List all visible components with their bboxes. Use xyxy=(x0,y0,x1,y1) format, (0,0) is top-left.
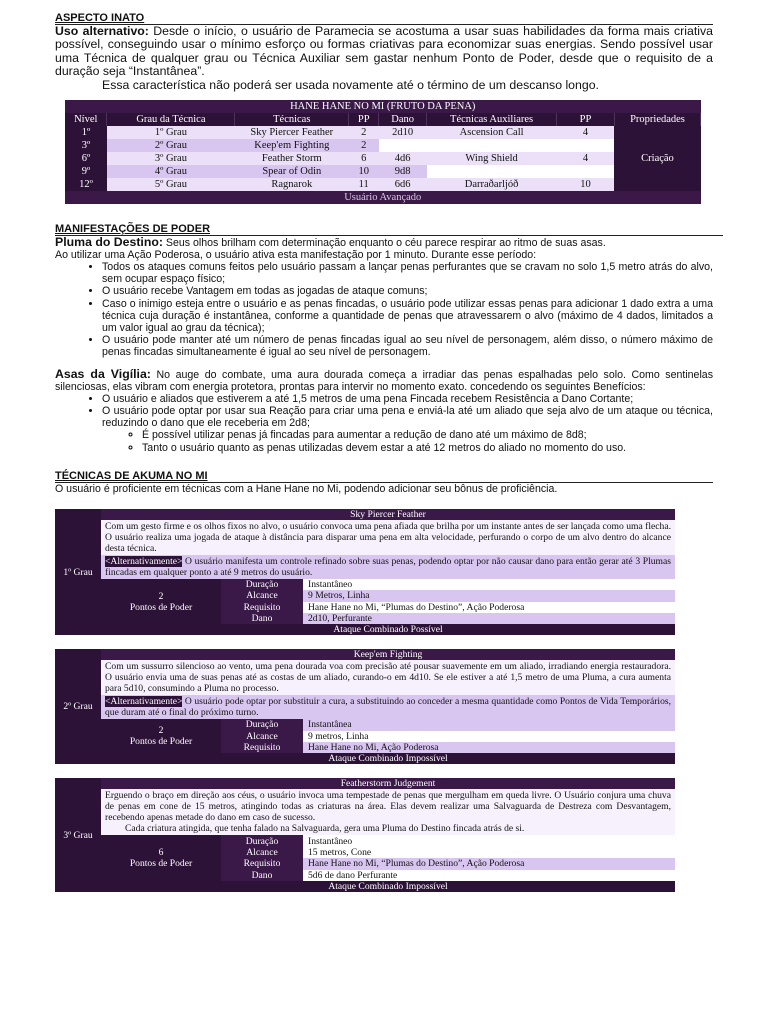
technique-card xyxy=(55,509,675,636)
stat-label: Requisito xyxy=(221,742,303,753)
card-alternative xyxy=(101,695,675,719)
alt-text: Desde o início, o usuário de Paramecia se acostuma a usar suas habilidades da forma mais criativa possível, conseguindo usar o mínimo esforço ou formas criativas para economizar suas energias. Sendo possível usar uma Técnica de qualquer grau ou Técnica Auxiliar sem gastar nenhum Ponto de Poder, desde que o requisito de a duração seja “Instantânea”. xyxy=(55,24,713,79)
cell-nivel: 6º xyxy=(65,152,107,165)
stat-value: 5d6 de dano Perfurante xyxy=(303,870,675,881)
list-item: • O usuário e aliados que estiverem a até 1,5 metros de uma pena Fincada recebem Resistência a Dano Cortante; xyxy=(102,393,713,405)
stat-value: Hane Hane no Mi, Ação Poderosa xyxy=(303,742,675,753)
stat-value: 9 metros, Linha xyxy=(303,731,675,742)
tecnicas-intro: O usuário é proficiente em técnicas com a Hane Hane no Mi, podendo adicionar seu bônus de proficiência. xyxy=(55,482,558,495)
table-row xyxy=(65,126,701,139)
alt-text: O usuário manifesta um controle refinado sobre suas penas, podendo optar por não causar dano para então gerar até 3 Plumas fincadas em qualquer ponto a até 9 metros do usuário. xyxy=(105,555,671,578)
cell-pp: 11 xyxy=(349,178,379,191)
header-propriedades: Propriedades xyxy=(614,113,700,126)
pluma-list xyxy=(55,261,713,358)
stat-label: Duração xyxy=(221,719,303,730)
cell-aux: Darraðarljóð xyxy=(427,178,557,191)
stat-value: Instantâneo xyxy=(303,835,675,846)
card-name: Sky Piercer Feather xyxy=(101,509,675,520)
cell-dano: 6d6 xyxy=(379,178,427,191)
fruit-table xyxy=(65,100,701,204)
cell-dano: 4d6 xyxy=(379,152,427,165)
stat-label: Alcance xyxy=(221,847,303,858)
cost-value: 2 xyxy=(158,590,164,602)
cell-pp: 10 xyxy=(349,165,379,178)
cell-grau: 2º Grau xyxy=(107,139,235,152)
asas-title: Asas da Vigília: xyxy=(55,366,151,381)
stat-label: Duração xyxy=(221,579,303,590)
cell-tecnica: Ragnarok xyxy=(235,178,349,191)
stat-value: Hane Hane no Mi, “Plumas do Destino”, Ação Poderosa xyxy=(303,858,675,869)
cell-grau: 3º Grau xyxy=(107,152,235,165)
cell-grau: 1º Grau xyxy=(107,126,235,139)
stat-value: 9 Metros, Linha xyxy=(303,590,675,601)
cell-tecnica: Sky Piercer Feather xyxy=(235,126,349,139)
header-tecnicas: Técnicas xyxy=(235,113,349,126)
card-grade xyxy=(55,649,101,764)
technique-card xyxy=(55,778,675,892)
header-dano: Dano xyxy=(379,113,427,126)
aspecto-heading: ASPECTO INATO xyxy=(55,12,713,25)
stat-value: Instantâneo xyxy=(303,579,675,590)
technique-card xyxy=(55,649,675,764)
stat-value: Instantânea xyxy=(303,719,675,730)
pluma-title: Pluma do Destino: xyxy=(55,235,163,250)
aspecto-note: Essa característica não poderá ser usada novamente até o término de um descanso longo. xyxy=(102,77,599,92)
cell-nivel: 12º xyxy=(65,178,107,191)
manifest-heading: MANIFESTAÇÕES DE PODER xyxy=(55,223,723,236)
cell-pp: 2 xyxy=(349,139,379,152)
list-item: ◦ É possível utilizar penas já fincadas para aumentar a redução de dano até um máximo de 8d8; xyxy=(142,429,713,441)
cost-label: Pontos de Poder xyxy=(129,736,193,748)
header-nivel: Nível xyxy=(65,113,107,126)
cell-aux xyxy=(427,165,557,178)
fruit-table-footer: Usuário Avançado xyxy=(65,191,701,204)
cell-nivel: 3º xyxy=(65,139,107,152)
card-alternative xyxy=(101,555,675,579)
cell-propriedade: Criação xyxy=(614,126,700,191)
cell-aux xyxy=(427,139,557,152)
header-grau: Grau da Técnica xyxy=(107,113,235,126)
card-description: Com um sussurro silencioso ao vento, uma pena dourada voa com precisão até pousar suavemente em um aliado, irradiando energia restauradora. O usuário envia uma de suas penas até as costas de um aliado, curando-o em 4d10. Se ele estiver a até 1,5 metro de uma Pluma, a cura aumenta para 5d10, consumindo a Pluma no processo. xyxy=(101,660,675,695)
stat-value: Hane Hane no Mi, “Plumas do Destino”, Ação Poderosa xyxy=(303,602,675,613)
cell-dano: 9d8 xyxy=(379,165,427,178)
cell-tecnica: Keep'em Fighting xyxy=(235,139,349,152)
table-row xyxy=(65,178,701,191)
stat-value: 2d10, Perfurante xyxy=(303,613,675,624)
card-cost xyxy=(101,835,221,881)
header-pp2: PP xyxy=(557,113,615,126)
list-item: ◦ Tanto o usuário quanto as penas utilizadas devem estar a até 12 metros do aliado no momento do uso. xyxy=(142,442,713,454)
pluma-line2: Ao utilizar uma Ação Poderosa, o usuário ativa esta manifestação por 1 minuto. Durante esse período: xyxy=(55,249,537,262)
list-item xyxy=(102,405,713,453)
cell-pp2 xyxy=(557,139,615,152)
cost-label: Pontos de Poder xyxy=(129,601,193,613)
card-grade: 1º Grau xyxy=(55,509,101,636)
list-item: • Todos os ataques comuns feitos pelo usuário passam a lançar penas perfurantes que se cravam no solo 1,5 metro atrás do alvo, sem ocupar espaço físico; xyxy=(102,261,713,285)
card-footer: Ataque Combinado Impossível xyxy=(101,881,675,892)
cost-label: Pontos de Poder xyxy=(129,858,193,870)
card-name: Featherstorm Judgement xyxy=(101,778,675,789)
card-grade-text: 3º Grau xyxy=(63,829,93,841)
card-description: Com um gesto firme e os olhos fixos no alvo, o usuário convoca uma pena afiada que brilha por um instante antes de ser lançada como uma flecha. O usuário realiza uma jogada de ataque à distância para disparar uma pena em alta velocidade, perfurando o corpo de um alvo dentro do alcance desta técnica. xyxy=(101,520,675,555)
list-item: • O usuário recebe Vantagem em todas as jogadas de ataque comuns; xyxy=(102,285,713,297)
cost-value: 2 xyxy=(158,725,164,737)
card-footer: Ataque Combinado Impossível xyxy=(101,753,675,764)
cell-pp: 2 xyxy=(349,126,379,139)
desc-text: Erguendo o braço em direção aos céus, o usuário invoca uma tempestade de penas que mergulham em queda livre. O Usuário conjura uma chuva de penas em cone de 15 metros, atingindo todas as criaturas na área. Elas devem realizar uma Salvaguarda de Destreza com Desvantagem, recebendo apenas metade do dano em caso de sucesso. xyxy=(105,790,671,824)
alt-text: O usuário pode optar por substituir a cura, a substituindo ao conceder a mesma quantidade como Pontos de Vida Temporários, que duram até o final do próximo turno. xyxy=(105,696,671,719)
stat-label: Requisito xyxy=(221,858,303,869)
cell-tecnica: Feather Storm xyxy=(235,152,349,165)
cell-aux: Ascension Call xyxy=(427,126,557,139)
cell-dano xyxy=(379,139,427,152)
cell-nivel: 9º xyxy=(65,165,107,178)
stat-label: Alcance xyxy=(221,590,303,601)
list-item: • Caso o inimigo esteja entre o usuário e as penas fincadas, o usuário pode utilizar essas penas para adicionar 1 dado extra a uma técnica cuja duração é instantânea, conforme a quantidade de penas que atravessarem o alvo (máximo de 4 dados, limitados a um valor igual ao grau da técnica); xyxy=(102,298,713,334)
cell-nivel: 1º xyxy=(65,126,107,139)
stat-label: Requisito xyxy=(221,602,303,613)
card-grade xyxy=(55,778,101,892)
stat-label: Duração xyxy=(221,835,303,846)
card-grade-text: 2º Grau xyxy=(63,701,93,713)
card-name: Keep'em Fighting xyxy=(101,649,675,660)
asas-list xyxy=(55,393,713,453)
cell-pp2: 4 xyxy=(557,126,615,139)
cell-pp2 xyxy=(557,165,615,178)
aspecto-paragraph xyxy=(55,25,713,79)
cell-tecnica: Spear of Odin xyxy=(235,165,349,178)
asas-sublist xyxy=(102,429,713,453)
fruit-table-title: HANE HANE NO MI (FRUTO DA PENA) xyxy=(65,100,701,113)
fruit-table-header xyxy=(65,113,701,126)
table-row xyxy=(65,139,701,152)
stat-label: Dano xyxy=(221,870,303,881)
cost-value: 6 xyxy=(158,847,164,859)
stat-label: Alcance xyxy=(221,731,303,742)
cell-pp2: 4 xyxy=(557,152,615,165)
cell-aux: Wing Shield xyxy=(427,152,557,165)
cell-pp2: 10 xyxy=(557,178,615,191)
asas-intro xyxy=(55,368,713,393)
table-row xyxy=(65,152,701,165)
cell-grau: 5º Grau xyxy=(107,178,235,191)
pluma-intro xyxy=(55,236,713,249)
cell-grau: 4º Grau xyxy=(107,165,235,178)
alt-tag: <Alternativamente> xyxy=(105,555,183,567)
stat-label: Dano xyxy=(221,613,303,624)
card-cost xyxy=(101,719,221,753)
card-cost xyxy=(101,579,221,625)
alt-label: Uso alternativo: xyxy=(55,24,149,38)
stat-value: 15 metros, Cone xyxy=(303,847,675,858)
header-aux: Técnicas Auxiliares xyxy=(427,113,557,126)
list-item: • O usuário pode manter até um número de penas fincadas igual ao seu nível de personagem, além disso, o número máximo de penas fincadas simultaneamente é igual ao seu nível de personagem. xyxy=(102,334,713,358)
alt-tag: <Alternativamente> xyxy=(105,696,183,708)
card-footer: Ataque Combinado Possível xyxy=(101,624,675,635)
cell-dano: 2d10 xyxy=(379,126,427,139)
desc-text-2: Cada criatura atingida, que tenha falado na Salvaguarda, gera uma Pluma do Destino fincada atrás de si. xyxy=(125,823,525,835)
header-pp: PP xyxy=(349,113,379,126)
tecnicas-heading: TÉCNICAS DE AKUMA NO MI xyxy=(55,470,713,483)
asas-intro-text: No auge do combate, uma aura dourada começa a irradiar das penas espalhadas pelo solo. Como sentinelas silenciosas, elas vibram com energia protetora, prontas para intervir no momento exato. concedendo os seguintes Benefícios: xyxy=(55,368,713,394)
pluma-intro-text: Seus olhos brilham com determinação enquanto o céu parece respirar ao ritmo de suas asas. xyxy=(162,237,606,250)
card-description xyxy=(101,789,675,835)
list-item-text: O usuário pode optar por usar sua Reação para criar uma pena e enviá-la até um aliado que seja alvo de um ataque ou técnica, reduzindo o dano que ele receberia em 2d8; xyxy=(102,405,713,430)
table-row xyxy=(65,165,701,178)
cell-pp: 6 xyxy=(349,152,379,165)
